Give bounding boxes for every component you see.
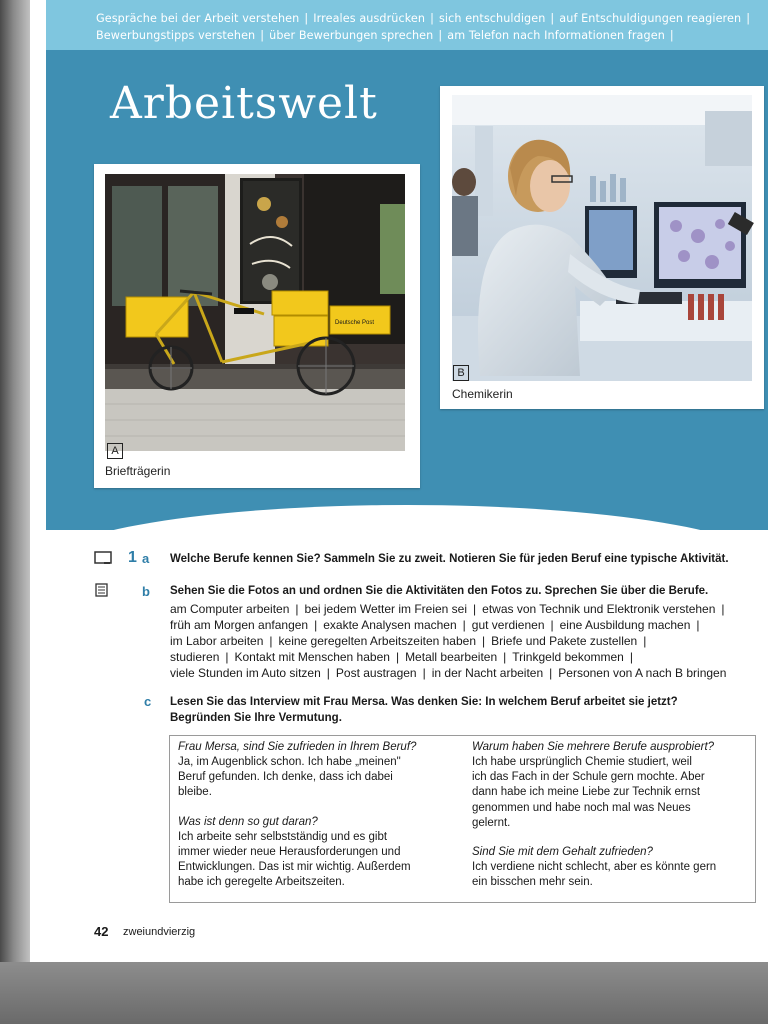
- interview-spacer: [178, 801, 458, 815]
- exercise-number: 1: [128, 549, 137, 566]
- page-number: 42: [94, 924, 109, 939]
- book-icon: [94, 551, 112, 565]
- topic-separator: |: [669, 29, 674, 42]
- post-sign: Deutsche Post: [335, 320, 375, 326]
- topic-separator: |: [304, 12, 309, 25]
- activity-item: Briefe und Pakete zustellen: [491, 634, 638, 648]
- word-separator: |: [225, 650, 229, 664]
- instruction-1c-line2: Begründen Sie Ihre Vermutung.: [170, 712, 342, 724]
- topic-strip: [46, 0, 768, 50]
- word-separator: |: [721, 602, 725, 616]
- photo-card-b: [440, 86, 764, 409]
- exercise-letter-c: c: [144, 694, 152, 709]
- activity-word-bank: [170, 602, 768, 682]
- activity-item: Personen von A nach B bringen: [558, 666, 727, 680]
- interview-column-left: [178, 740, 458, 890]
- photo-caption-b: Chemikerin: [452, 387, 513, 401]
- topic-item: am Telefon nach Informationen fragen: [447, 29, 665, 42]
- activity-item: viele Stunden im Auto sitzen: [170, 666, 321, 680]
- interview-box: [169, 735, 756, 903]
- word-bank-line: [170, 666, 768, 682]
- topic-item: über Bewerbungen sprechen: [269, 29, 434, 42]
- word-separator: |: [395, 650, 400, 664]
- interview-answer: Ich verdiene nicht schlecht, aber es könnte gern ein bisschen mehr sein.: [472, 861, 717, 889]
- word-separator: |: [326, 666, 330, 680]
- word-separator: |: [629, 650, 633, 664]
- word-separator: |: [462, 618, 466, 632]
- topic-item: Gespräche bei der Arbeit verstehen: [96, 12, 300, 25]
- instruction-1b: Sehen Sie die Fotos an und ordnen Sie die Aktivitäten den Fotos zu. Sprechen Sie über die Berufe.: [170, 585, 709, 597]
- word-separator: |: [295, 602, 299, 616]
- activity-item: bei jedem Wetter im Freien sei: [304, 602, 468, 616]
- activity-item: am Computer arbeiten: [170, 602, 290, 616]
- scan-shadow-bottom: [0, 962, 768, 1024]
- chapter-banner: [46, 0, 768, 530]
- word-separator: |: [503, 650, 507, 664]
- word-separator: |: [696, 618, 700, 632]
- interview-question: Warum haben Sie mehrere Berufe ausprobiert?: [472, 741, 715, 753]
- activity-item: in der Nacht arbeiten: [431, 666, 544, 680]
- interview-answer: Ja, im Augenblick schon. Ich habe „meinen" Beruf gefunden. Ich denke, dass ich dabei bleibe.: [178, 756, 401, 799]
- photo-caption-a: Briefträgerin: [105, 464, 171, 478]
- activity-item: Kontakt mit Menschen haben: [234, 650, 390, 664]
- topic-line-2: [96, 29, 768, 42]
- interview-question: Frau Mersa, sind Sie zufrieden in Ihrem Beruf?: [178, 741, 417, 753]
- photo-card-a: [94, 164, 420, 488]
- word-bank-line: [170, 650, 768, 666]
- scan-shadow-left: [0, 0, 34, 1024]
- interview-answer: Ich arbeite sehr selbstständig und es gibt immer wieder neue Herausforderungen und Entwicklungen. Das ist mir wichtig. Außerdem habe ich geregelte Arbeitszeiten.: [178, 830, 411, 889]
- word-bank-line: [170, 602, 768, 618]
- word-separator: |: [550, 618, 554, 632]
- photo-label-b: B: [453, 365, 469, 381]
- interview-column-right: [472, 740, 752, 890]
- word-separator: |: [473, 602, 477, 616]
- activity-item: studieren: [170, 650, 220, 664]
- activity-item: eine Ausbildung machen: [559, 618, 691, 632]
- topic-item: auf Entschuldigungen reagieren: [559, 12, 742, 25]
- photo-label-a: A: [107, 443, 123, 459]
- photo-bicycle: [94, 164, 420, 488]
- topic-item: Irreales ausdrücken: [313, 12, 426, 25]
- exercise-letter-a: a: [142, 551, 150, 566]
- topic-separator: |: [550, 12, 555, 25]
- word-separator: |: [482, 634, 486, 648]
- activity-item: exakte Analysen machen: [323, 618, 457, 632]
- page-number-words: zweiundvierzig: [123, 926, 196, 938]
- activity-item: etwas von Technik und Elektronik verstehen: [482, 602, 716, 616]
- word-separator: |: [643, 634, 647, 648]
- activity-item: gut verdienen: [471, 618, 545, 632]
- activity-item: Trinkgeld bekommen: [512, 650, 624, 664]
- word-separator: |: [314, 618, 318, 632]
- activity-item: Post austragen: [335, 666, 417, 680]
- topic-item: Bewerbungstipps verstehen: [96, 29, 256, 42]
- instruction-1c-line1: Lesen Sie das Interview mit Frau Mersa. Was denken Sie: In welchem Beruf arbeitet sie jetzt?: [170, 696, 678, 708]
- activity-item: keine geregelten Arbeitszeiten haben: [278, 634, 476, 648]
- word-bank-line: [170, 634, 768, 650]
- topic-separator: |: [438, 29, 443, 42]
- word-separator: |: [269, 634, 273, 648]
- topic-separator: |: [746, 12, 751, 25]
- textbook-page: [30, 0, 768, 962]
- activity-item: Metall bearbeiten: [405, 650, 498, 664]
- topic-separator: |: [430, 12, 434, 25]
- topic-line-1: [96, 12, 768, 25]
- word-bank-line: [170, 618, 768, 634]
- word-separator: |: [549, 666, 553, 680]
- interview-question: Was ist denn so gut daran?: [178, 815, 318, 828]
- interview-spacer: [472, 831, 752, 845]
- exercise-letter-b: b: [142, 584, 150, 599]
- instruction-1a: Welche Berufe kennen Sie? Sammeln Sie zu zweit. Notieren Sie für jeden Beruf eine typische Aktivität.: [170, 553, 729, 565]
- word-separator: |: [422, 666, 426, 680]
- topic-separator: |: [260, 29, 265, 42]
- photo-laboratory: [440, 86, 764, 409]
- activity-item: im Labor arbeiten: [170, 634, 264, 648]
- interview-answer: Ich habe ursprünglich Chemie studiert, weil ich das Fach in der Schule gern mochte. Aber dann habe ich meine Liebe zur Technik ernst genommen und habe noch mal was Neues gelernt.: [472, 756, 705, 829]
- interview-question: Sind Sie mit dem Gehalt zufrieden?: [472, 846, 653, 859]
- activity-item: früh am Morgen anfangen: [170, 618, 309, 632]
- chapter-title: Arbeitswelt: [110, 78, 378, 129]
- worksheet-icon: [93, 583, 111, 597]
- topic-item: sich entschuldigen: [438, 12, 546, 25]
